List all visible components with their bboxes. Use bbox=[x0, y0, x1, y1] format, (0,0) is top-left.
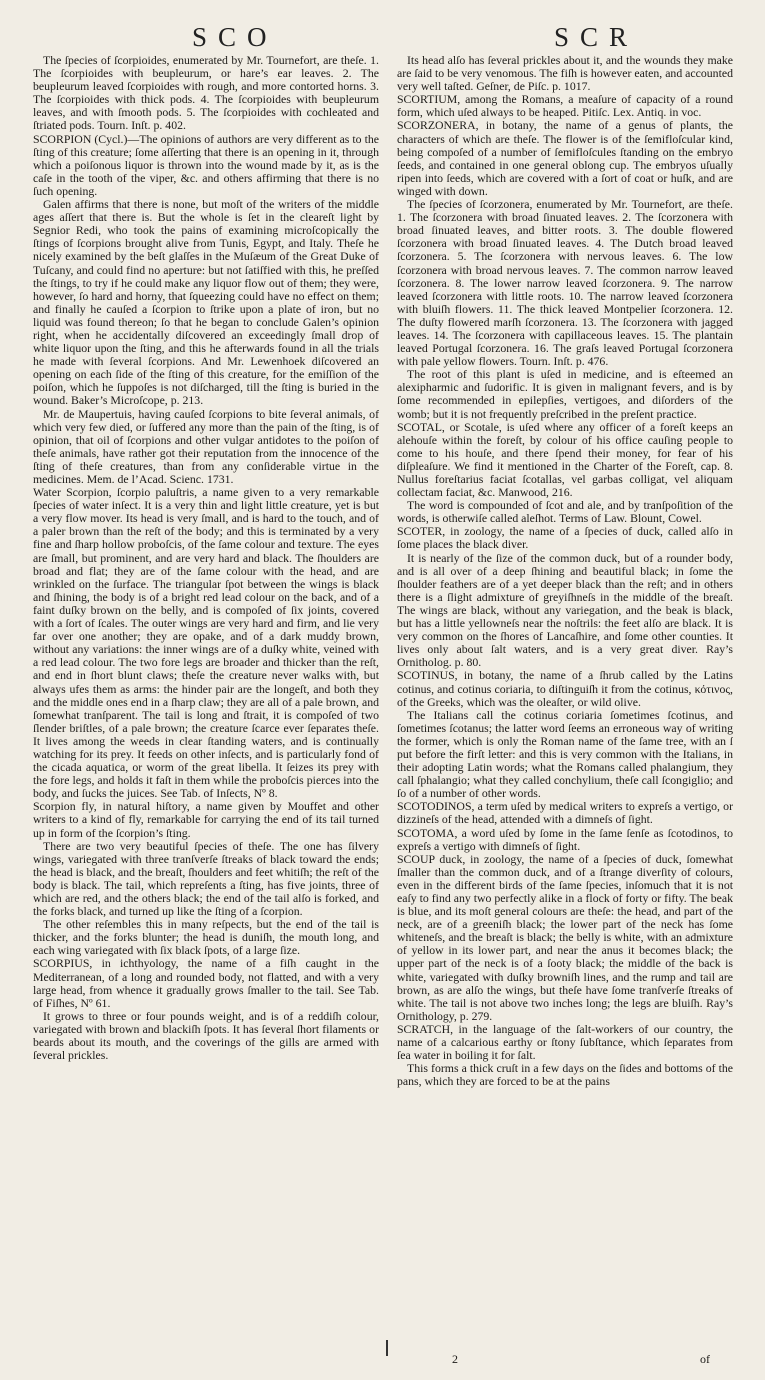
paragraph: There are two very beautiful ſpecies of theſe. The one has ſilvery wings, variegated with three tranſverſe ſtreaks of black toward the ends; the head is black, and the breaſt, ſhoulders and feet whitiſh; the reſt of the body is black. The tail, which repreſents a ſting, has five joints, three of which are red, and the others black; the end of the tail alſo is forked, and the forks black, and turned up like the ſting of a ſcorpion. bbox=[33, 838, 379, 919]
running-header bbox=[0, 16, 765, 56]
right-column bbox=[397, 54, 733, 1354]
dictionary-entry: SCOUP duck, in zoology, the name of a ſpecies of duck, ſomewhat ſmaller than the common duck, and of a ſtrange diverſity of colours, even in the different birds of the ſame ſpecies, inſomuch that it is not eaſy to find any two perfectly alike in a flock of forty or fifty. The beak is blue, and its moſt general colours are theſe: the head, and part of the neck, are of a greeniſh black; the lower part of the neck has ſome whiteneſs, and the breaſt is black; the belly is white, with an admixture of yellow in its lower part, and near the anus it becomes black; the upper part of the neck is of a ſooty black; the middle of the back is white, variegated with duſky browniſh lines, and the rump and tail are brown, as are alſo the wings, but theſe have ſome tranſverſe ſtreaks of white. The tail is not above two inches long; the legs are bluiſh. Ray’s Ornithology, p. 279. bbox=[397, 851, 733, 1023]
dictionary-entry: SCOTER, in zoology, the name of a ſpecies of duck, called alſo in ſome places the black diver. bbox=[397, 524, 733, 552]
header-left: SCO bbox=[192, 22, 278, 52]
paragraph: The Italians call the cotinus coriaria ſometimes ſcotinus, and ſometimes ſcotanus; the latter word ſeems an erroneous way of writing the former, which is only the Roman name of the ſame tree, with an ſ put before the firſt letter: and this is very common with the Italians, in their adopting Latin words; what the Romans called phalangium, they call ſphalangio; what they called conchylium, theſe call ſcongiglio; and ſo of a number of other words. bbox=[397, 707, 733, 801]
page-footer bbox=[0, 1352, 765, 1372]
dictionary-entry: SCORPIUS, in ichthyology, the name of a fiſh caught in the Mediterranean, of a long and rounded body, not flatted, and with a very large head, from whence it gradually grows ſmaller to the tail. See Tab. of Fiſhes, Nº 61. bbox=[33, 956, 379, 1010]
paragraph: This forms a thick cruſt in a few days on the ſides and bottoms of the pans, which they are forced to be at the pains bbox=[397, 1061, 733, 1089]
dictionary-entry: SCORPION (Cycl.)—The opinions of authors are very different as to the ſting of this creature; ſome aſſerting that there is an opening in it, through which a poiſonous liquor is thrown into the wound made by it, as is the caſe in the tooth of the viper, &c. and others affirming that there is no ſuch opening. bbox=[33, 131, 379, 198]
dictionary-entry: SCORZONERA, in botany, the name of a genus of plants, the characters of which are theſe. The flower is of the ſemifloſcular kind, being compoſed of a number of ſemifloſcules ſtanding on the embryo ſeeds, and contained in one general oblong cup. The embryos uſually ripen into ſeeds, which are covered with a ſort of coat or huſk, and are winged with down. bbox=[397, 118, 733, 198]
paragraph: Galen affirms that there is none, but moſt of the writers of the middle ages aſſert that there is. But the whole is ſet in the cleareſt light by Segnior Redi, who took the pains of examining microſcopically the ſtings of ſcorpions brought alive from Tunis, Egypt, and Italy. Theſe he nicely examined by the beſt glaſſes in the Muſæum of the Great Duke of Tuſcany, and could find no aperture: but not ſatiſfied with this, he preſſed the ſtings, to try if he could make any liquor flow out of them; they were, however, ſo hard and horny, that ſqueezing could have no effect on them; and finally he cauſed a ſcorpion to ſtrike upon a plate of iron, but no liquid was found thereon; ſo that he began to conclude Galen’s opinion right, when he accidentally diſcovered an exceedingly ſmall drop of white liquor upon the ſting, and this he afterwards found in all the trials he made with ſeveral ſcorpions. And Mr. Lewenhoek diſcovered an opening on each ſide of the ſting of this creature, for the emiſſion of the poiſon, which he ſuppoſes is not diſcharged, till the ſting is buried in the wound. Baker’s Microſcope, p. 213. bbox=[33, 197, 379, 408]
dictionary-entry: SCOTINUS, in botany, the name of a ſhrub called by the Latins cotinus, and cotinus coriaria, to diſtinguiſh it from the cotinus, κότινος, of the Greeks, which was the oleaſter, or wild olive. bbox=[397, 668, 733, 709]
signature-mark: 2 bbox=[452, 1352, 458, 1366]
dictionary-entry: SCOTAL, or Scotale, is uſed where any officer of a foreſt keeps an alehouſe within the foreſt, by colour of his office cauſing people to come to his houſe, and there ſpend their money, for fear of his diſpleaſure. We find it mentioned in the Charter of the Foreſt, cap. 8. Nullus foreſtarius faciat ſcotallas, vel garbas colligat, vel aliquam collectam faciat, &c. Manwood, 216. bbox=[397, 419, 733, 500]
paragraph: Mr. de Maupertuis, having cauſed ſcorpions to bite ſeveral animals, of which very few died, or ſuffered any more than the pain of the ſting, is of opinion, that oil of ſcorpions and other vulgar antidotes to the poiſon of theſe animals, have rather got their reputation from the innocence of the ſting of theſe creatures, than from any conſiderable virtue in the medicines. Mem. de l’Acad. Scienc. 1731. bbox=[33, 406, 379, 486]
dictionary-entry: Scorpion fly, in natural hiſtory, a name given by Mouffet and other writers to a kind of fly, remarkable for carrying the end of its tail turned up in form of the ſcorpion’s ſting. bbox=[33, 799, 379, 840]
dictionary-entry: SCOTOMA, a word uſed by ſome in the ſame ſenſe as ſcotodinos, to expreſs a vertigo with dimneſs of ſight. bbox=[397, 825, 733, 853]
header-right: SCR bbox=[554, 22, 639, 52]
catchword: of bbox=[700, 1352, 710, 1366]
paragraph: It grows to three or four pounds weight, and is of a reddiſh colour, variegated with brown and blackiſh ſpots. It has ſeveral ſhort filaments or beards about its mouth, and the coverings of the gills are armed with ſeveral prickles. bbox=[33, 1008, 379, 1063]
paragraph: The ſpecies of ſcorzonera, enumerated by Mr. Tournefort, are theſe. 1. The ſcorzonera with broad ſinuated leaves. 2. The ſcorzonera with broad ſinuated leaves, and bitter roots. 3. The double flowered ſcorzonera with broad ſinuated leaves. 4. The Dutch broad leaved ſcorzonera. 5. The ſcorzonera with nervous leaves. 6. The low ſcorzonera with broad nervous leaves. 7. The common narrow leaved ſcorzonera. 8. The lower narrow leaved ſcorzonera. 9. The narrow leaved ſcorzonera with little roots. 10. The narrow leaved ſcorzonera with bluiſh flowers. 11. The thick leaved Montpelier ſcorzonera. 12. The duſty flowered marſh ſcorzonera. 13. The ſcorzonera with jagged leaves. 14. The ſcorzonera with capillaceous leaves. 15. The plantain leaved Portugal ſcorzonera. 16. The graſs leaved Portugal ſcorzonera with pale yellow flowers. Tourn. Inſt. p. 476. bbox=[397, 197, 733, 369]
dictionary-entry: SCORTIUM, among the Romans, a meaſure of capacity of a round form, which uſed always to be heaped. Pitiſc. Lex. Antiq. in voc. bbox=[397, 92, 733, 120]
left-column bbox=[33, 54, 379, 1354]
dictionary-entry: SCRATCH, in the language of the ſalt-workers of our country, the name of a calcarious earthy or ſtony ſubſtance, which ſeparates from ſea water in boiling it for ſalt. bbox=[397, 1021, 733, 1063]
dictionary-entry: SCOTODINOS, a term uſed by medical writers to expreſs a vertigo, or dizzineſs of the head, attended with a dimneſs of ſight. bbox=[397, 799, 733, 827]
paragraph: The ſpecies of ſcorpioides, enumerated by Mr. Tournefort, are theſe. 1. The ſcorpioides with beupleurum, or hare’s ear leaves. 2. The beupleurum leaved ſcorpioides with rough, and more contorted horns. 3. The ſcorpioides with thick pods. 4. The ſcorpioides with beupleurum leaves, and with ſmooth pods. 5. The ſcorpioides with cochleated and ſtriated pods. Tourn. Inſt. p. 402. bbox=[33, 54, 379, 133]
paragraph: Its head alſo has ſeveral prickles about it, and the wounds they make are ſaid to be very venomous. The fiſh is however eaten, and accounted very well taſted. Geſner, de Piſc. p. 1017. bbox=[397, 54, 733, 94]
dictionary-entry: Water Scorpion, ſcorpio paluſtris, a name given to a very remarkable ſpecies of water inſect. It is a very thin and light little creature, yet is but a very flow mover. Its head is very ſmall, and is hard to the touch, and of a paler brown than the reſt of the body; and this is terminated by a very fine and ſharp hollow proboſcis, of the ſame colour and texture. The eyes are ſmall, but prominent, and are very hard and black. The ſhoulders are broad and flat; they are of the ſame colour with the head, and are wrinkled on the ſurface. The triangular ſpot between the wings is black and ſhining, the body is of a bright red lead colour on the back, and of a faint duſky brown on the belly, and is compoſed of ſix joints, covered with a ſort of ſcales. The outer wings are very hard and firm, and lie very far over one another; they are opake, and of a dark muddy brown, without any variations: the inner wings are of a duſky white, veined with a red lead colour. The two fore legs are broader and thicker than the reſt, and end in ſhort blunt claws; theſe the creature never walks with, but always ufes them as arms: the hinder pair are the longeſt, and both they and the middle ones end in a ſharp claw; they are all of a pale brown, and ſomewhat tranſparent. The tail is long and ſtrait, it is compoſed of two ſlender briſtles, of a pale brown; the creature ſcarce ever ſeparates theſe. It lives among the weeds in clear ſtanding waters, and is continually watching for its prey. It feeds on other inſects, and is particularly fond of the cicada aquatica, or worm of the great libella. It ſeizes its prey with the fore legs, and holds it faſt in them while the proboſcis pierces into the body, and ſucks the juices. See Tab. of Inſects, Nº 8. bbox=[33, 485, 379, 801]
paragraph: The other reſembles this in many reſpects, but the end of the tail is thicker, and the forks blunter; the head is duniſh, the mouth long, and each wing variegated with ſix black ſpots, of a large ſize. bbox=[33, 917, 379, 958]
paragraph: It is nearly of the ſize of the common duck, but of a rounder body, and is all over of a deep ſhining and beautiful black; in ſome the ſhoulder feathers are of a yet deeper black than the reſt; and in others there is a ſlight admixture of greyiſhneſs in the middle of the breaſt. The wings are black, without any variegation, and the beak is black, but has a little yellowneſs near the noſtrils: the feet alſo are black. It is very common on the ſhores of Lancaſhire, and ſome other counties. It lives only about ſalt waters, and is a very great diver. Ray’s Ornitholog. p. 80. bbox=[397, 550, 733, 670]
paragraph: The root of this plant is uſed in medicine, and is eſteemed an alexipharmic and ſudorific. It is given in malignant fevers, and is by ſome recommended in epilepſies, vertigoes, and diſorders of the womb; but it is not frequently preſcribed in the preſent practice. bbox=[397, 367, 733, 421]
paragraph: The word is compounded of ſcot and ale, and by tranſpoſition of the words, is otherwiſe called aleſhot. Terms of Law. Blount, Cowel. bbox=[397, 498, 733, 526]
